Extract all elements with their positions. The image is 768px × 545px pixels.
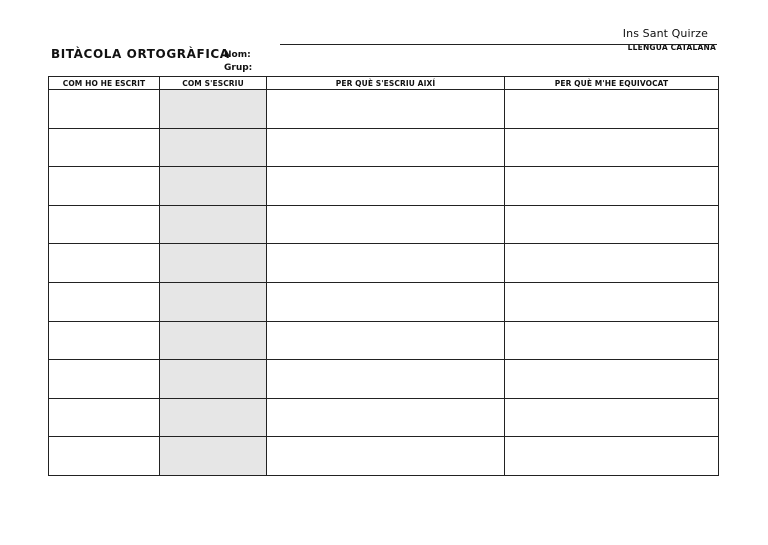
- cell-mistake[interactable]: [505, 90, 719, 129]
- cell-reason[interactable]: [267, 437, 505, 476]
- table-row: [49, 437, 719, 476]
- spelling-log-table: [48, 76, 719, 476]
- table-row: [49, 128, 719, 167]
- table-row: [49, 205, 719, 244]
- column-header-written: COM HO HE ESCRIT: [49, 77, 160, 90]
- cell-correct[interactable]: [160, 398, 267, 437]
- cell-mistake[interactable]: [505, 437, 719, 476]
- cell-correct[interactable]: [160, 282, 267, 321]
- table-row: [49, 360, 719, 399]
- cell-reason[interactable]: [267, 205, 505, 244]
- cell-mistake[interactable]: [505, 244, 719, 283]
- cell-written[interactable]: [49, 128, 160, 167]
- cell-correct[interactable]: [160, 90, 267, 129]
- table-row: [49, 244, 719, 283]
- cell-mistake[interactable]: [505, 321, 719, 360]
- cell-correct[interactable]: [160, 167, 267, 206]
- cell-correct[interactable]: [160, 360, 267, 399]
- column-header-reason: PER QUÈ S'ESCRIU AIXÍ: [267, 77, 505, 90]
- cell-mistake[interactable]: [505, 398, 719, 437]
- cell-correct[interactable]: [160, 244, 267, 283]
- cell-reason[interactable]: [267, 321, 505, 360]
- cell-reason[interactable]: [267, 360, 505, 399]
- cell-mistake[interactable]: [505, 205, 719, 244]
- table-header-row: [49, 77, 719, 90]
- cell-reason[interactable]: [267, 167, 505, 206]
- cell-correct[interactable]: [160, 205, 267, 244]
- cell-written[interactable]: [49, 205, 160, 244]
- table-row: [49, 167, 719, 206]
- column-header-correct: COM S'ESCRIU: [160, 77, 267, 90]
- column-header-mistake: PER QUÈ M'HE EQUIVOCAT: [505, 77, 719, 90]
- name-label: Nom:: [224, 50, 251, 60]
- cell-written[interactable]: [49, 167, 160, 206]
- cell-mistake[interactable]: [505, 360, 719, 399]
- table-row: [49, 321, 719, 360]
- cell-reason[interactable]: [267, 90, 505, 129]
- cell-written[interactable]: [49, 437, 160, 476]
- cell-written[interactable]: [49, 360, 160, 399]
- cell-correct[interactable]: [160, 321, 267, 360]
- cell-written[interactable]: [49, 282, 160, 321]
- subject-name: LLENGUA CATALANA: [627, 43, 716, 52]
- cell-reason[interactable]: [267, 282, 505, 321]
- group-label: Grup:: [224, 63, 253, 73]
- table-row: [49, 90, 719, 129]
- document-title: BITÀCOLA ORTOGRÀFICA: [51, 47, 230, 61]
- cell-reason[interactable]: [267, 244, 505, 283]
- cell-mistake[interactable]: [505, 167, 719, 206]
- name-line: [280, 44, 717, 45]
- cell-correct[interactable]: [160, 128, 267, 167]
- school-name: Ins Sant Quirze: [622, 27, 708, 40]
- cell-reason[interactable]: [267, 398, 505, 437]
- cell-written[interactable]: [49, 90, 160, 129]
- table-row: [49, 282, 719, 321]
- cell-mistake[interactable]: [505, 282, 719, 321]
- cell-written[interactable]: [49, 398, 160, 437]
- table-body: [49, 90, 719, 476]
- cell-correct[interactable]: [160, 437, 267, 476]
- cell-mistake[interactable]: [505, 128, 719, 167]
- cell-written[interactable]: [49, 244, 160, 283]
- cell-reason[interactable]: [267, 128, 505, 167]
- table-row: [49, 398, 719, 437]
- cell-written[interactable]: [49, 321, 160, 360]
